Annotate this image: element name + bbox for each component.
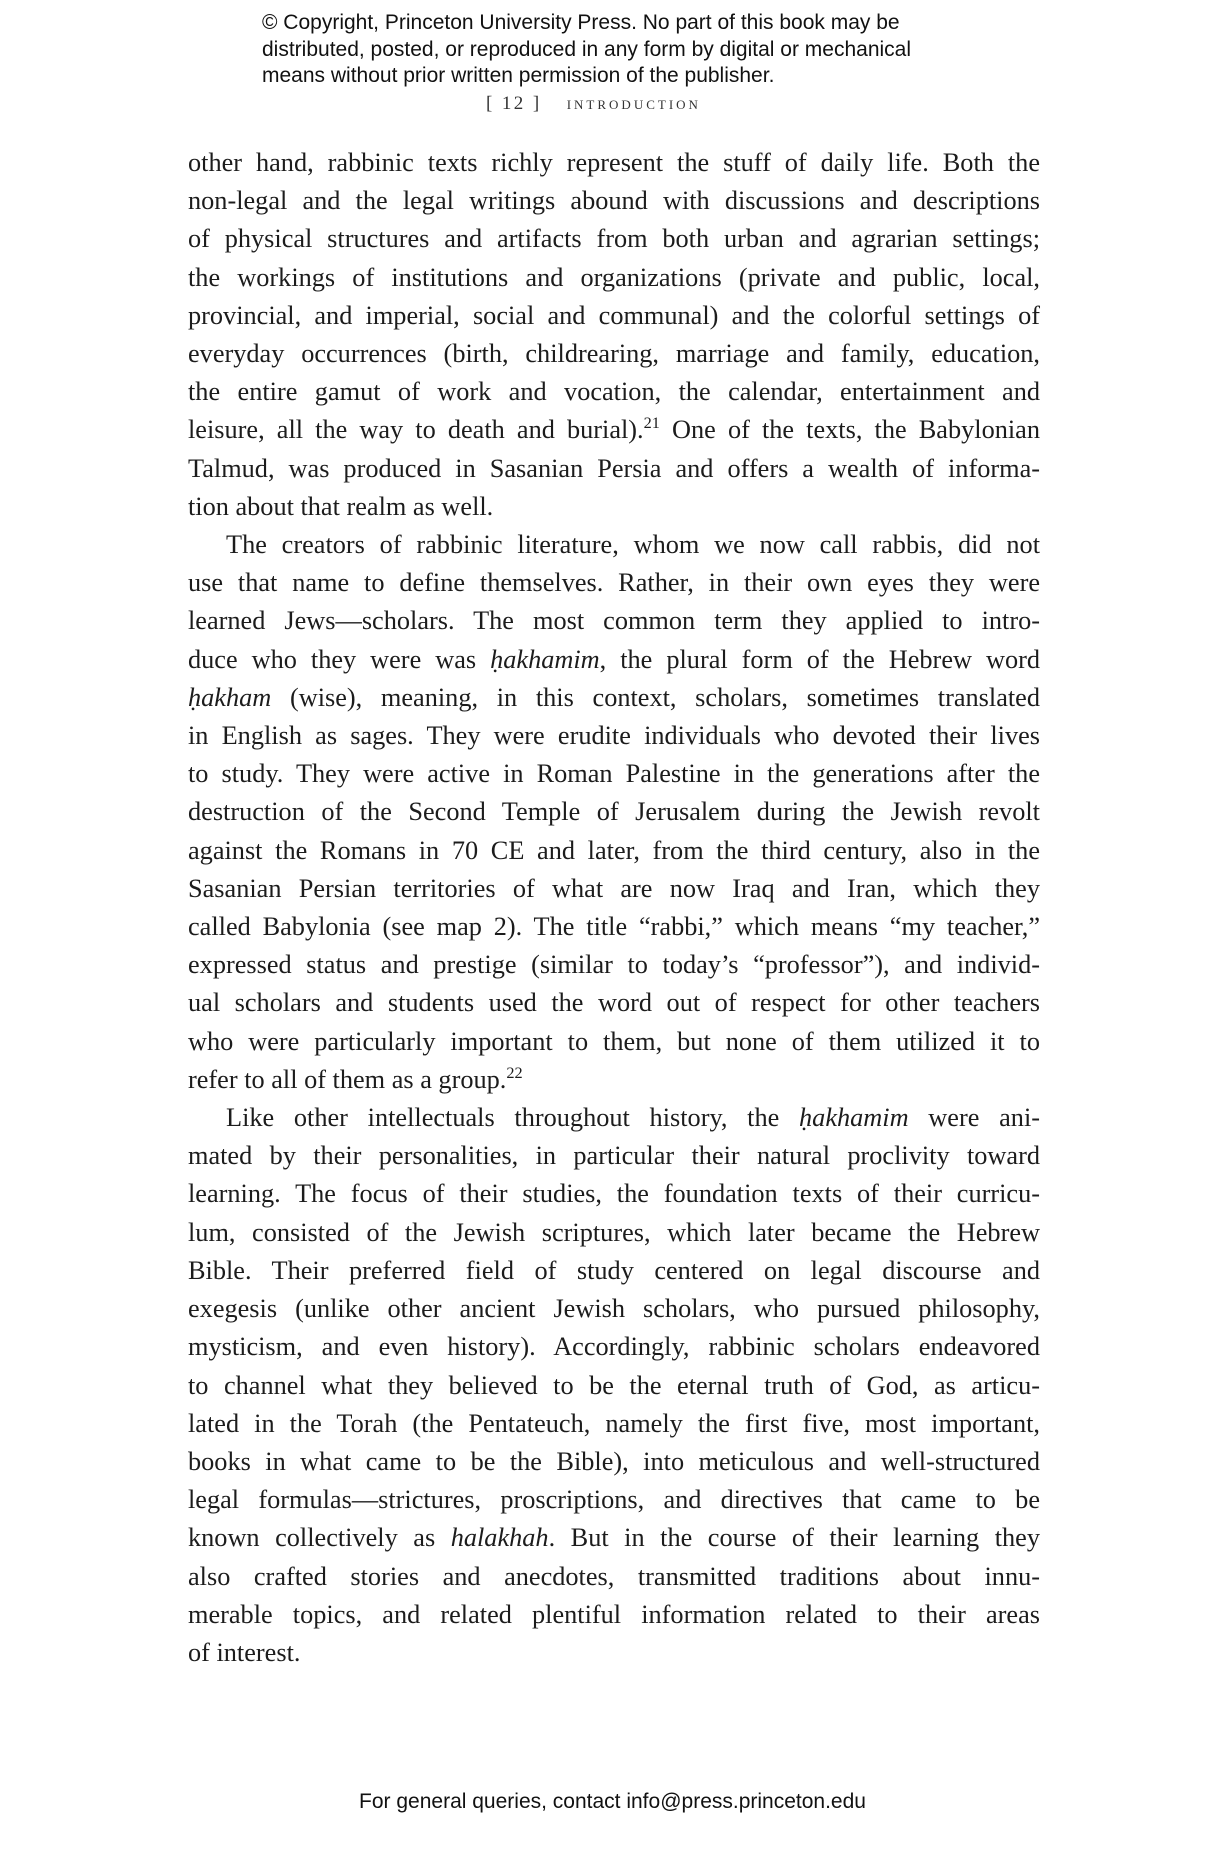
text-segment: leisure, all the way to death and burial). xyxy=(188,415,644,445)
text-line: everyday occurrences (birth, childrearing, marriage and family, education, xyxy=(188,339,1040,369)
text-line: the entire gamut of work and vocation, the calendar, entertainment and xyxy=(188,377,1040,407)
copyright-line: means without prior written permission of the publisher. xyxy=(262,64,775,87)
text-line: mated by their personalities, in particular their natural proclivity toward xyxy=(188,1141,1040,1171)
page-number: [ 12 ] xyxy=(486,93,542,114)
text-line: destruction of the Second Temple of Jerusalem during the Jewish revolt xyxy=(188,797,1040,827)
text-line xyxy=(188,1099,1040,1137)
paragraph-2 xyxy=(188,526,1040,1099)
text-segment: duce who they were was xyxy=(188,644,491,674)
text-line: non-legal and the legal writings abound with discussions and descriptions xyxy=(188,186,1040,216)
text-line: lum, consisted of the Jewish scriptures, which later became the Hebrew xyxy=(188,1217,1040,1247)
text-line: tion about that realm as well. xyxy=(188,491,494,521)
text-line xyxy=(188,411,1040,449)
copyright-notice xyxy=(262,10,1022,90)
text-line: Talmud, was produced in Sasanian Persia and offers a wealth of informa- xyxy=(188,453,1040,483)
text-line xyxy=(188,679,1040,717)
text-line: called Babylonia (see map 2). The title “rabbi,” which means “my teacher,” xyxy=(188,912,1040,942)
text-segment: (wise), meaning, in this context, scholars, sometimes translated xyxy=(271,682,1040,712)
text-line: exegesis (unlike other ancient Jewish scholars, who pursued philosophy, xyxy=(188,1294,1040,1324)
footnote-ref-22[interactable]: 22 xyxy=(506,1062,523,1082)
text-line: the workings of institutions and organizations (private and public, local, xyxy=(188,262,1040,292)
text-line: learned Jews—scholars. The most common term they applied to intro- xyxy=(188,606,1040,636)
text-segment: refer to all of them as a group. xyxy=(188,1064,507,1094)
text-line: to study. They were active in Roman Palestine in the generations after the xyxy=(188,759,1040,789)
text-line: books in what came to be the Bible), into meticulous and well-structured xyxy=(188,1446,1040,1476)
copyright-line: © Copyright, Princeton University Press. No part of this book may be xyxy=(262,11,900,34)
term-hakhamim: ḥakhamim xyxy=(799,1103,909,1133)
term-hakhamim: ḥakhamim xyxy=(490,644,600,674)
text-line: of interest. xyxy=(188,1637,301,1667)
text-line: legal formulas—strictures, proscriptions, and directives that came to be xyxy=(188,1485,1040,1515)
paragraph-3 xyxy=(188,1099,1040,1672)
text-line: also crafted stories and anecdotes, transmitted traditions about innu- xyxy=(188,1561,1040,1591)
text-line xyxy=(188,1061,1040,1099)
paragraph-1 xyxy=(188,144,1040,526)
text-line: learning. The focus of their studies, the foundation texts of their curricu- xyxy=(188,1179,1040,1209)
footer-contact: For general queries, contact info@press.princeton.edu xyxy=(359,1790,866,1813)
text-line: other hand, rabbinic texts richly represent the stuff of daily life. Both the xyxy=(188,148,1040,177)
text-line xyxy=(188,1519,1040,1557)
term-halakhah: halakhah xyxy=(450,1523,549,1553)
text-line: The creators of rabbinic literature, whom we now call rabbis, did not xyxy=(226,530,1040,560)
text-line: lated in the Torah (the Pentateuch, namely the first five, most important, xyxy=(188,1408,1040,1438)
text-segment: One of the texts, the Babylonian xyxy=(659,415,1040,445)
text-line: expressed status and prestige (similar to today’s “professor”), and individ- xyxy=(188,950,1040,980)
footnote-ref-21[interactable]: 21 xyxy=(643,413,660,433)
text-line: to channel what they believed to be the eternal truth of God, as articu- xyxy=(188,1370,1040,1400)
body-text xyxy=(188,144,1040,1672)
text-line: Bible. Their preferred field of study centered on legal discourse and xyxy=(188,1255,1040,1285)
term-hakham: ḥakham xyxy=(188,682,272,712)
text-line: in English as sages. They were erudite individuals who devoted their lives xyxy=(188,721,1040,751)
text-line: Sasanian Persian territories of what are now Iraq and Iran, which they xyxy=(188,873,1040,903)
copyright-line: distributed, posted, or reproduced in any form by digital or mechanical xyxy=(262,37,912,61)
text-line xyxy=(188,641,1040,679)
text-segment: were ani- xyxy=(908,1103,1041,1133)
text-line: provincial, and imperial, social and communal) and the colorful settings of xyxy=(188,300,1040,330)
text-line: ual scholars and students used the word out of respect for other teachers xyxy=(188,988,1040,1018)
text-line: mysticism, and even history). Accordingly, rabbinic scholars endeavored xyxy=(188,1332,1040,1362)
text-segment: Like other intellectuals throughout history, the xyxy=(226,1103,800,1133)
text-line: against the Romans in 70 CE and later, from the third century, also in the xyxy=(188,835,1040,865)
text-segment: . But in the course of their learning they xyxy=(548,1523,1040,1553)
text-line: who were particularly important to them, but none of them utilized it to xyxy=(188,1026,1040,1056)
section-title: introduction xyxy=(566,93,701,114)
text-segment: , the plural form of the Hebrew word xyxy=(599,644,1041,674)
text-line: merable topics, and related plentiful information related to their areas xyxy=(188,1599,1040,1629)
text-line: use that name to define themselves. Rather, in their own eyes they were xyxy=(188,568,1040,598)
text-segment: known collectively as xyxy=(188,1523,451,1553)
text-line: of physical structures and artifacts from both urban and agrarian settings; xyxy=(188,224,1040,254)
running-head xyxy=(486,93,701,115)
